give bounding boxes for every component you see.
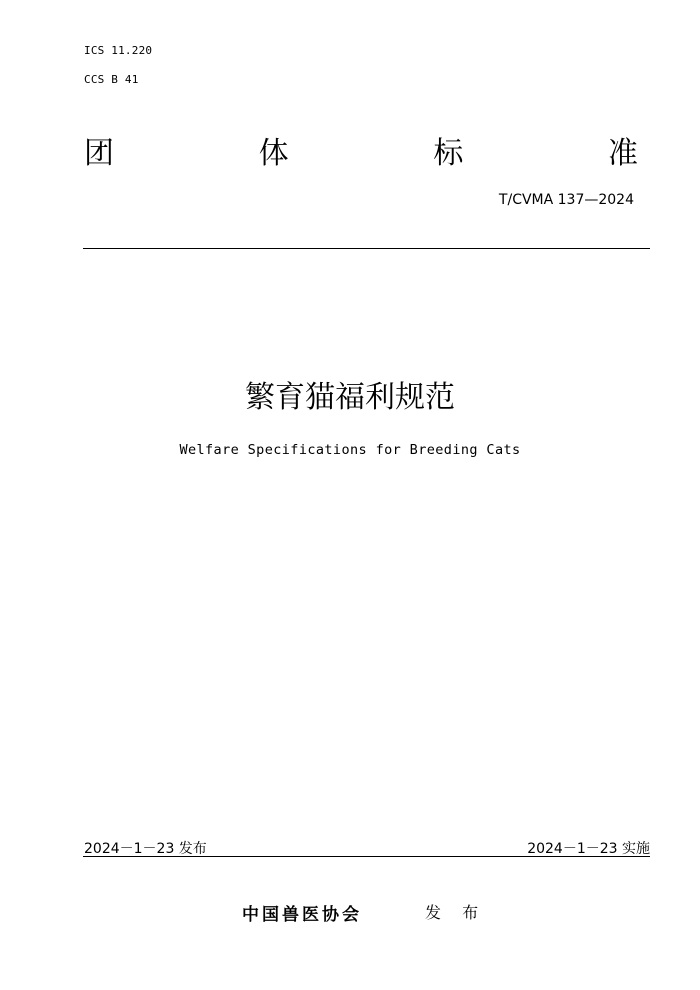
publisher-name: 中国兽医协会 xyxy=(242,905,362,925)
standard-type-char: 标 xyxy=(433,136,464,171)
ics-code: ICS 11.220 xyxy=(84,44,153,57)
publish-date: 2024－1－23 发布 xyxy=(84,841,207,857)
bottom-divider xyxy=(83,856,650,857)
standard-type-char: 团 xyxy=(84,136,114,171)
document-title-english: Welfare Specifications for Breeding Cats xyxy=(179,442,521,458)
implement-date: 2024－1－23 实施 xyxy=(527,841,650,857)
standard-type-char: 体 xyxy=(258,136,289,171)
ccs-code: CCS B 41 xyxy=(84,73,139,86)
top-divider xyxy=(83,248,650,249)
standard-number: T/CVMA 137—2024 xyxy=(498,192,634,208)
document-title-chinese: 繁育猫福利规范 xyxy=(245,380,455,415)
standard-type-heading xyxy=(84,136,638,172)
standard-type-char: 准 xyxy=(607,136,638,171)
publish-label: 发 布 xyxy=(425,903,487,922)
